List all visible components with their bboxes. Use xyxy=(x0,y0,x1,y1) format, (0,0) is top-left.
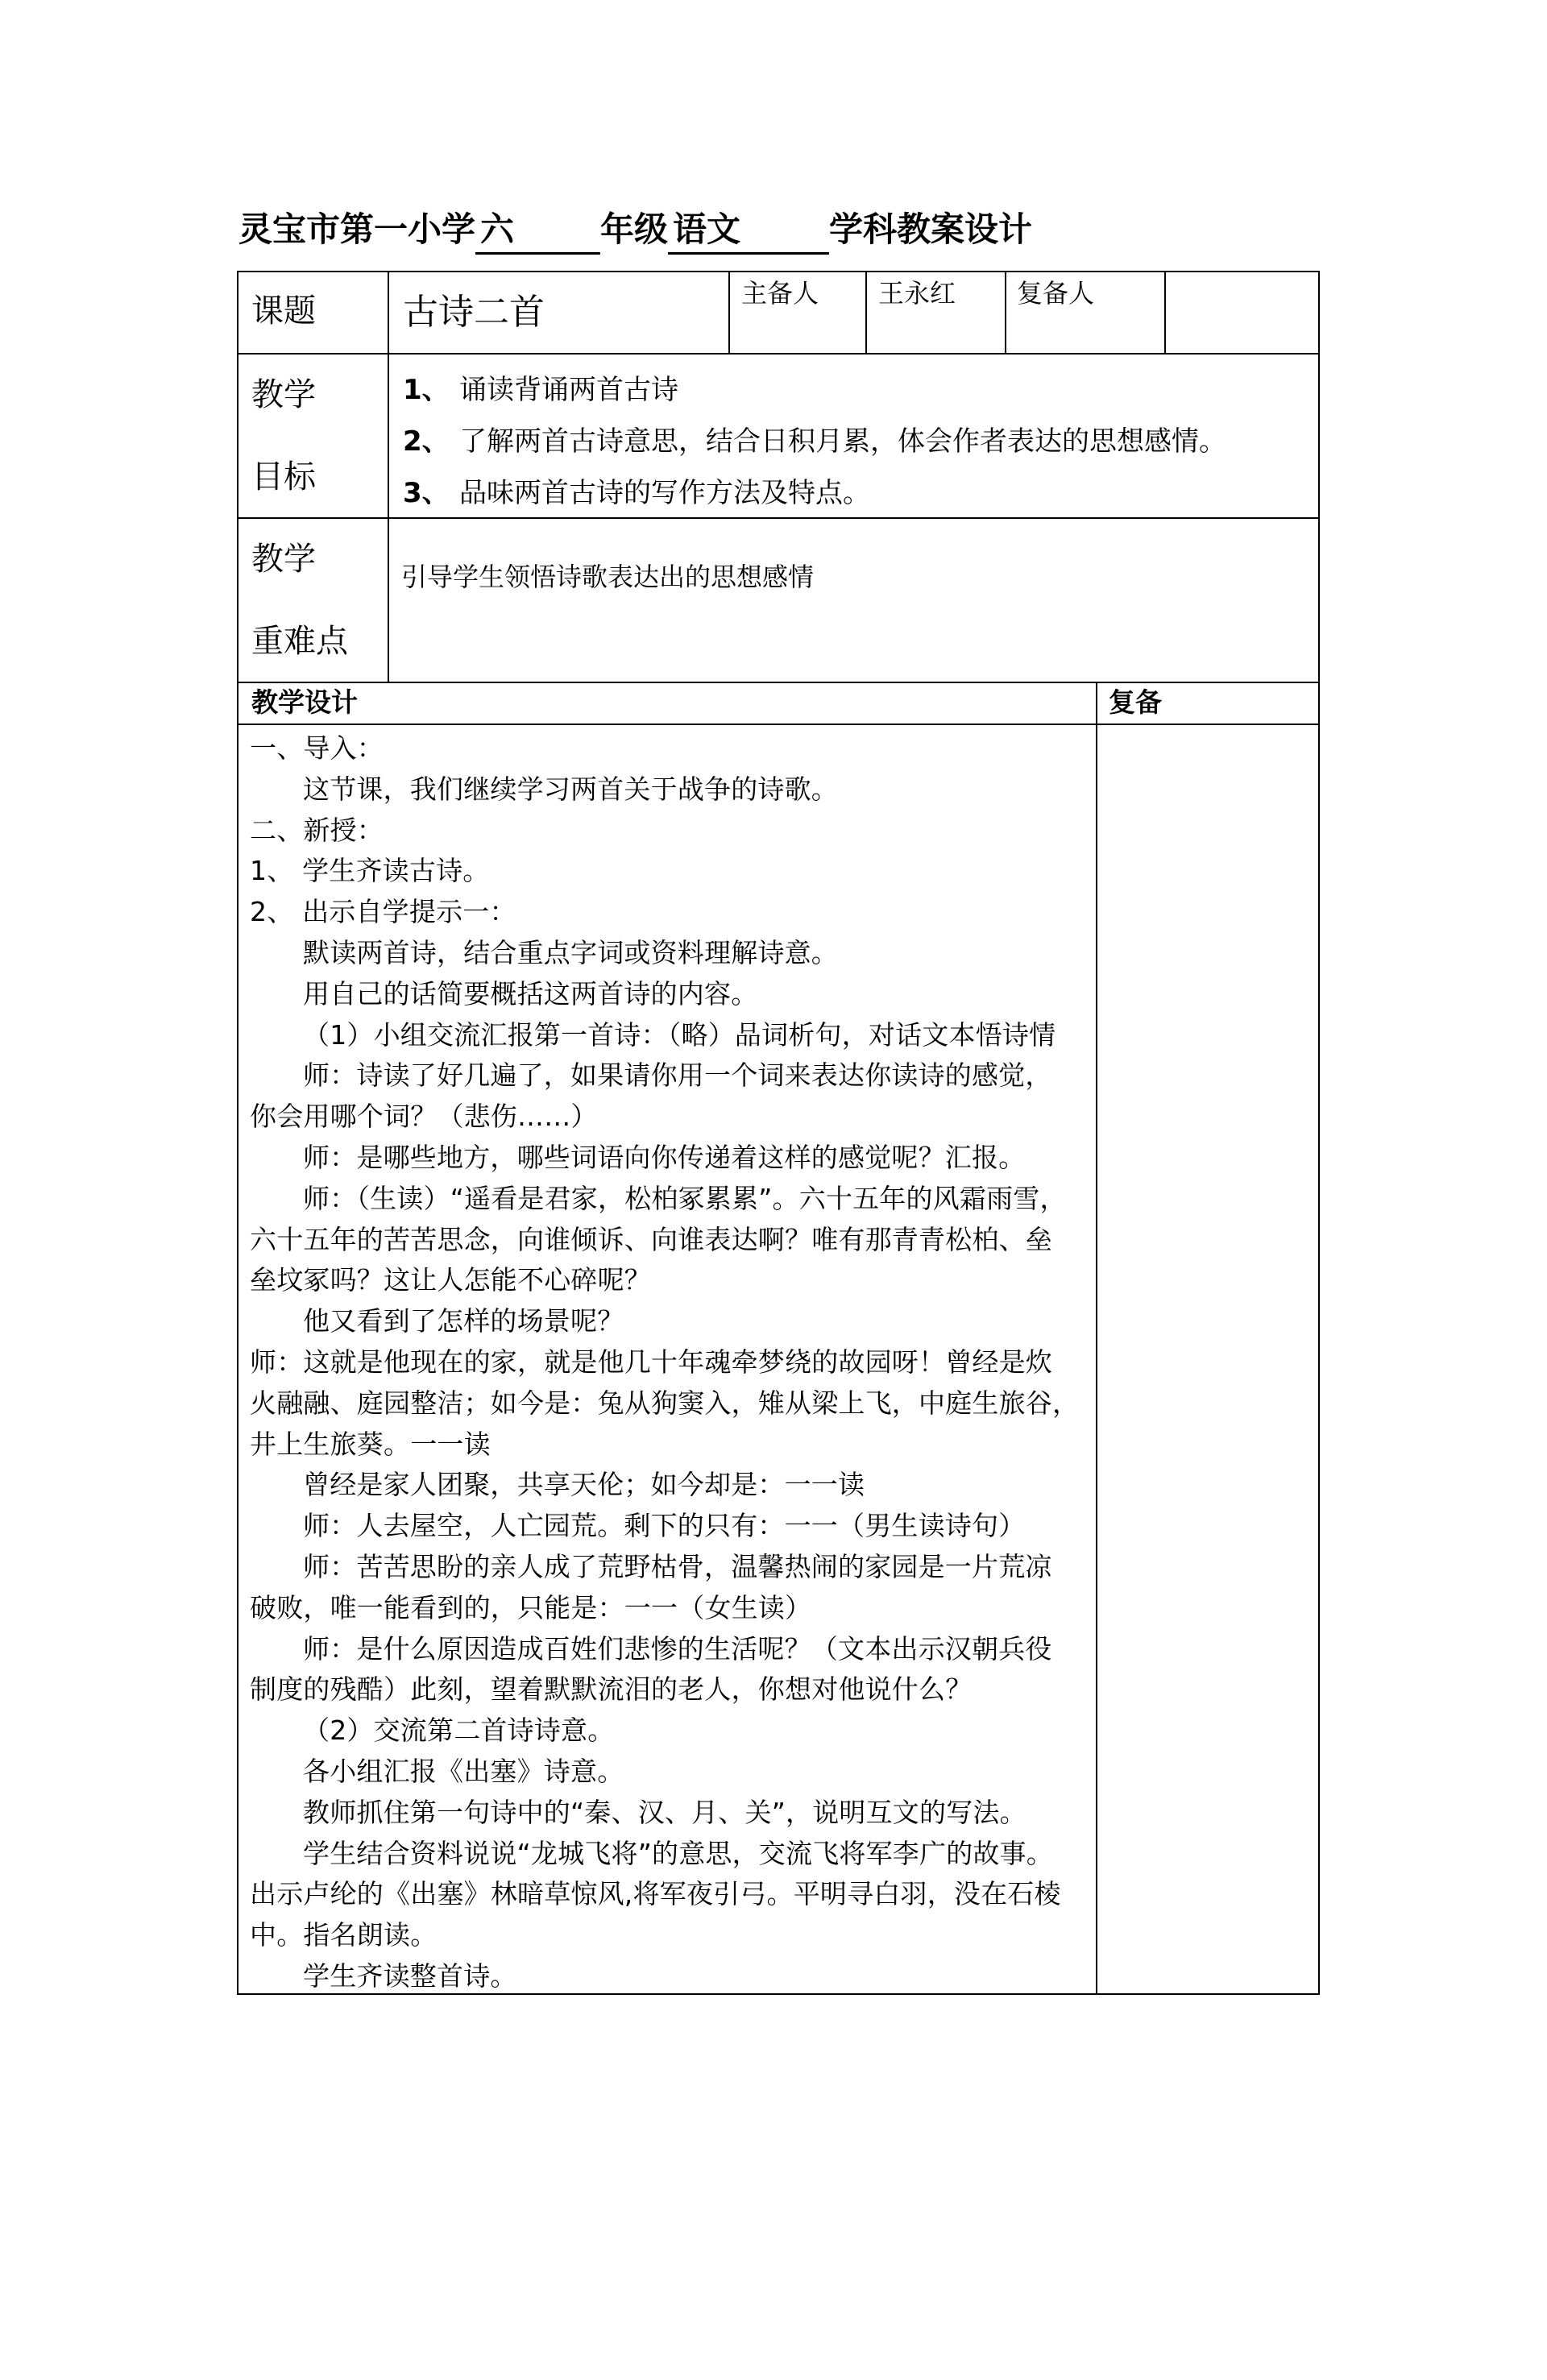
subject-field: 语文 xyxy=(668,207,829,255)
info-column-divider xyxy=(865,271,867,355)
row-divider xyxy=(237,353,1320,355)
objective-number: 1、 xyxy=(403,374,450,406)
key-points-label-line2: 重难点 xyxy=(251,623,348,660)
design-line: 师：（生读）“遥看是君家，松柏冢累累”。六十五年的风霜雨雪， xyxy=(303,1182,1067,1214)
info-column-divider xyxy=(728,271,730,355)
info-column-divider xyxy=(1005,271,1006,355)
objective-text: 诵读背诵两首古诗 xyxy=(459,374,678,406)
design-line: 师：是什么原因造成百姓们悲惨的生活呢？（文本出示汉朝兵役 xyxy=(303,1632,1052,1665)
review-column-divider xyxy=(1096,682,1097,1995)
objectives-label-line1: 教学 xyxy=(251,376,316,413)
objective-number: 2、 xyxy=(403,425,450,458)
grade-field: 六 xyxy=(475,207,600,255)
design-line: （1）小组交流汇报第一首诗：（略）品词析句，对话文本悟诗情 xyxy=(303,1018,1056,1051)
design-line: 教师抓住第一句诗中的“秦、汉、月、关”，说明互文的写法。 xyxy=(303,1796,1026,1828)
objective-item xyxy=(403,364,1226,416)
design-line: 1、 学生齐读古诗。 xyxy=(250,855,490,887)
topic-label: 课题 xyxy=(251,292,316,330)
design-line: 井上生旅葵。一一读 xyxy=(250,1428,491,1460)
objective-item xyxy=(403,416,1226,467)
design-line: 2、 出示自学提示一： xyxy=(250,896,516,928)
design-line: 用自己的话简要概括这两首诗的内容。 xyxy=(303,977,758,1010)
lead-preparer-label: 主备人 xyxy=(741,278,819,309)
design-line: 一、导入： xyxy=(250,732,384,764)
design-line: 你会用哪个词？（悲伤……） xyxy=(250,1101,598,1133)
design-line: 他又看到了怎样的场景呢？ xyxy=(303,1305,624,1337)
design-line: 师：人去屋空，人亡园荒。剩下的只有：一一（男生读诗句） xyxy=(303,1510,1026,1542)
design-line: 六十五年的苦苦思念，向谁倾诉、向谁表达啊？唯有那青青松柏、垒 xyxy=(250,1223,1052,1255)
design-line: 师：是哪些地方，哪些词语向你传递着这样的感觉呢？汇报。 xyxy=(303,1141,1026,1173)
design-line: 各小组汇报《出塞》诗意。 xyxy=(303,1755,624,1787)
objective-number: 3、 xyxy=(403,477,450,509)
design-line: 学生齐读整首诗。 xyxy=(303,1959,517,1992)
key-points-label-line1: 教学 xyxy=(251,541,316,578)
design-line: 学生结合资料说说“龙城飞将”的意思，交流飞将军李广的故事。 xyxy=(303,1837,1053,1869)
design-line: 出示卢纶的《出塞》林暗草惊风,将军夜引弓。平明寻白羽，没在石棱 xyxy=(250,1878,1061,1910)
design-line: 师：诗读了好几遍了，如果请你用一个词来表达你读诗的感觉， xyxy=(303,1059,1052,1092)
objectives-list xyxy=(403,364,1226,519)
objectives-label-line2: 目标 xyxy=(251,458,316,495)
design-line: 制度的残酷）此刻，望着默默流泪的老人，你想对他说什么？ xyxy=(250,1673,973,1706)
objective-item xyxy=(403,467,1226,519)
design-heading: 教学设计 xyxy=(251,686,358,718)
key-points-text: 引导学生领悟诗歌表达出的思想感情 xyxy=(401,562,815,592)
lead-preparer-value: 王永红 xyxy=(878,278,956,309)
design-line: 师：这就是他现在的家，就是他几十年魂牵梦绕的故园呀！曾经是炊 xyxy=(250,1345,1052,1378)
design-line: 火融融、庭园整洁；如今是：兔从狗窦入，雉从梁上飞，中庭生旅谷， xyxy=(250,1387,1080,1419)
design-line: 中。指名朗读。 xyxy=(250,1919,438,1951)
design-line: 破败，唯一能看到的，只能是：一一（女生读） xyxy=(250,1591,812,1623)
school-name: 灵宝市第一小学 xyxy=(238,209,476,249)
co-preparer-label: 复备人 xyxy=(1017,278,1095,309)
label-column-divider xyxy=(388,271,389,683)
page-title xyxy=(238,201,1350,258)
review-heading: 复备 xyxy=(1109,686,1162,718)
info-column-divider xyxy=(1164,271,1166,355)
objective-text: 品味两首古诗的写作方法及特点。 xyxy=(459,477,870,509)
teaching-design-body xyxy=(250,728,1092,2380)
design-line: （2）交流第二首诗诗意。 xyxy=(303,1715,615,1747)
design-line: 曾经是家人团聚，共享天伦；如今却是：一一读 xyxy=(303,1469,865,1501)
title-suffix: 学科教案设计 xyxy=(829,209,1033,249)
topic-value: 古诗二首 xyxy=(403,292,545,333)
design-line: 师：苦苦思盼的亲人成了荒野枯骨，温馨热闹的家园是一片荒凉 xyxy=(303,1550,1052,1582)
design-line: 默读两首诗，结合重点字词或资料理解诗意。 xyxy=(303,936,838,968)
design-line: 这节课，我们继续学习两首关于战争的诗歌。 xyxy=(303,773,838,805)
grade-suffix: 年级 xyxy=(600,209,669,249)
design-line: 二、新授： xyxy=(250,814,384,846)
design-line: 垒坟冢吗？这让人怎能不心碎呢？ xyxy=(250,1264,651,1296)
row-divider xyxy=(237,724,1320,725)
objective-text: 了解两首古诗意思，结合日积月累，体会作者表达的思想感情。 xyxy=(459,425,1226,458)
